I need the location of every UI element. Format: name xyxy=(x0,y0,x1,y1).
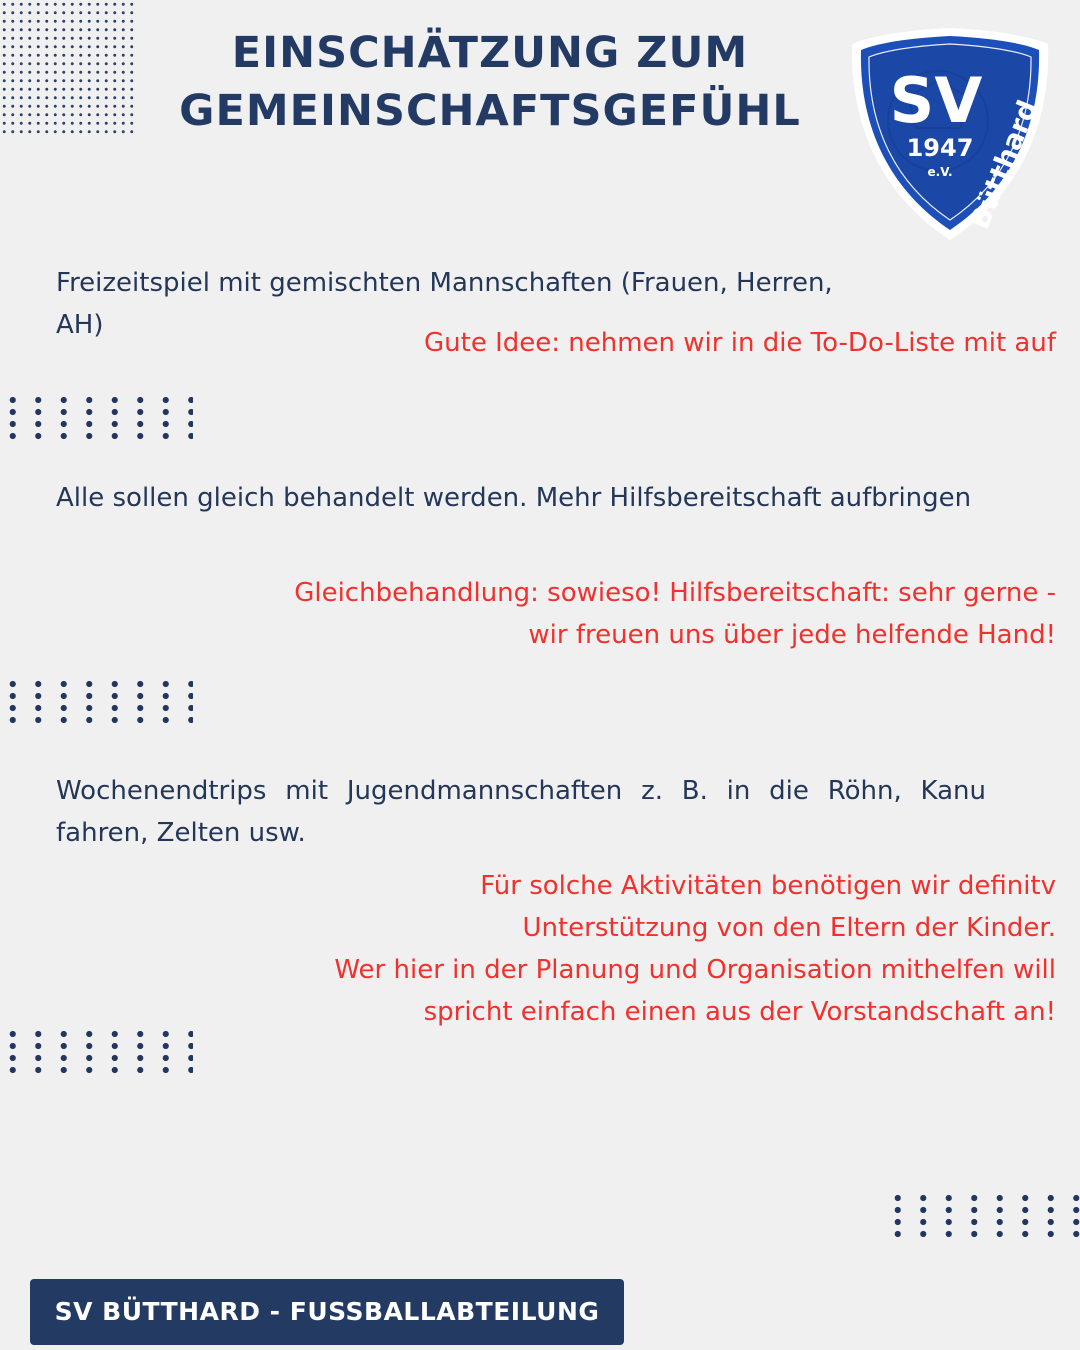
dot-pattern-3 xyxy=(0,1028,193,1078)
logo-name: Bütthard xyxy=(964,96,1044,234)
dot-pattern-top-left xyxy=(0,0,136,134)
item-3-answer xyxy=(106,865,1056,1033)
page-title-line-1: EINSCHÄTZUNG ZUM xyxy=(231,28,749,78)
item-1-answer xyxy=(156,322,1056,364)
page-title xyxy=(160,24,820,140)
item-3-answer-line-1: Für solche Aktivitäten benötigen wir definitv xyxy=(480,871,1056,901)
item-2-question: Alle sollen gleich behandelt werden. Mehr Hilfsbereitschaft aufbringen xyxy=(56,483,972,513)
page-title-line-2: GEMEINSCHAFTSGEFÜHL xyxy=(179,86,801,136)
logo-initials: SV xyxy=(889,64,983,137)
item-3-answer-line-4: spricht einfach einen aus der Vorstandschaft an! xyxy=(423,997,1056,1027)
footer-banner: SV BÜTTHARD - FUSSBALLABTEILUNG xyxy=(30,1279,624,1345)
club-logo xyxy=(848,26,1052,242)
dot-pattern-1 xyxy=(0,394,193,444)
dot-pattern-2 xyxy=(0,678,193,728)
logo-year: 1947 xyxy=(906,134,974,162)
item-3-answer-line-2: Unterstützung von den Eltern der Kinder. xyxy=(522,913,1056,943)
item-1-question: Freizeitspiel mit gemischten Mannschaften (Frauen, Herren, AH) xyxy=(56,268,833,340)
item-3-question: Wochenendtrips mit Jugendmannschaften z. B. in die Röhn, Kanu fahren, Zelten usw. xyxy=(56,776,986,848)
item-2-answer-line-1: Gleichbehandlung: sowieso! Hilfsbereitschaft: sehr gerne - xyxy=(294,578,1056,608)
dot-pattern-bottom-right xyxy=(885,1192,1080,1242)
logo-suffix: e.V. xyxy=(927,165,953,179)
item-2-answer xyxy=(106,572,1056,656)
club-crest-shield-icon xyxy=(848,26,1052,242)
item-1-answer-line-1: Gute Idee: nehmen wir in die To-Do-Liste mit auf xyxy=(424,328,1056,358)
item-3-answer-line-3: Wer hier in der Planung und Organisation mithelfen will xyxy=(334,955,1056,985)
item-2-answer-line-2: wir freuen uns über jede helfende Hand! xyxy=(528,620,1056,650)
